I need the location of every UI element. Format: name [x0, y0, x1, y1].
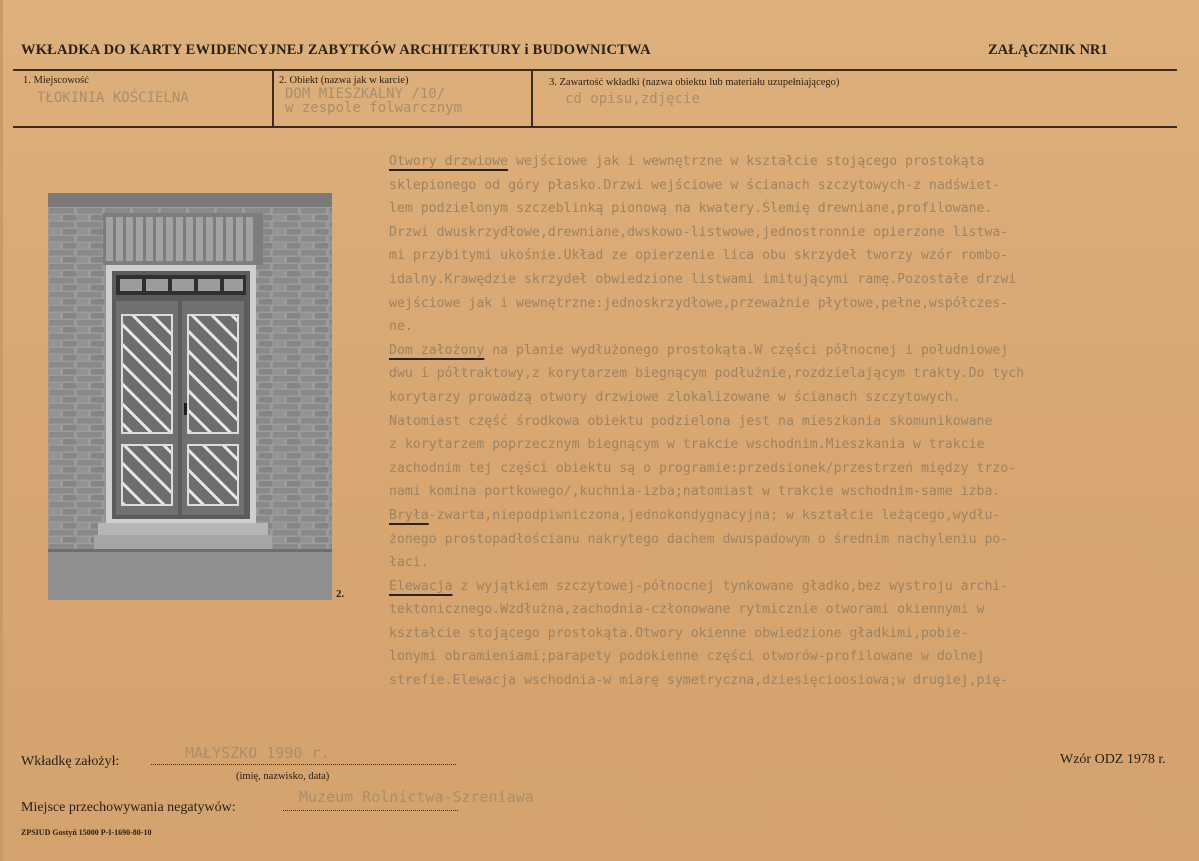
line-text: kształcie stojącego prostokąta.Otwory okienne obwiedzione gładkimi,pobie-	[389, 625, 969, 641]
line-text: sklepionego od góry płasko.Drzwi wejściowe w ścianach szczytowych-z nadświet-	[389, 177, 1001, 193]
header-rule	[13, 69, 1177, 71]
line-text: wejściowe jak i wewnętrzne:jednoskrzydłowe,przeważnie płytowe,pełne,współczes-	[389, 295, 1009, 311]
field-divider-2	[531, 71, 533, 127]
description-text	[389, 150, 1189, 693]
founder-label: Wkładkę założył:	[21, 754, 120, 769]
field-contents-label: 3. Zawartość wkładki (nazwa obiektu lub materiału uzupełniającego)	[549, 77, 840, 88]
line-text: ne.	[389, 319, 413, 335]
printer-imprint: ZPSIUD Gostyń 15000 P-I-1690-80-10	[21, 828, 152, 837]
field-divider-1	[272, 71, 274, 127]
section-heading: Dom założony	[389, 342, 485, 358]
field-object-label: 2. Obiekt (nazwa jak w karcie)	[279, 75, 409, 86]
description-line	[389, 174, 1189, 198]
line-text: lonymi obramieniami;parapety podokienne części otworów-profilowane w dolnej	[389, 649, 985, 665]
founder-value: MAŁYSZKO 1990 r.	[185, 744, 330, 762]
description-line	[389, 504, 1189, 528]
door-photograph	[48, 193, 332, 600]
field-contents-value: cd opisu,zdjęcie	[565, 91, 700, 107]
description-line	[389, 457, 1189, 481]
card-title: WKŁADKA DO KARTY EWIDENCYJNEJ ZABYTKÓW ARCHITEKTURY i BUDOWNICTWA	[21, 42, 651, 58]
line-text: łaci.	[389, 555, 429, 571]
description-line	[389, 433, 1189, 457]
founder-hint: (imię, nazwisko, data)	[236, 771, 330, 782]
line-text: tektonicznego.Wzdłużna,zachodnia-członowane rytmicznie otworami okiennymi w	[389, 602, 985, 618]
description-line	[389, 622, 1189, 646]
field-object-value-2: w zespole folwarcznym	[285, 100, 463, 116]
line-text: na planie wydłużonego prostokąta.W części północnej i południowej	[484, 342, 1009, 358]
line-text: idalny.Krawędzie skrzydeł obwiedzione listwami imitującymi ramę.Pozostałe drzwi	[389, 271, 1017, 287]
line-text: wejściowe jak i wewnętrzne w kształcie stojącego prostokąta	[508, 154, 985, 169]
line-text: z korytarzem poprzecznym biegnącym w trakcie wschodnim.Mieszkania w trakcie	[389, 437, 985, 453]
description-line	[389, 480, 1189, 504]
line-text: strefie.Elewacja wschodnia-w miarę symetryczna,dziesięcioosiowa;w drugiej,pię-	[389, 673, 1009, 689]
description-line	[389, 645, 1189, 669]
form-version: Wzór ODZ 1978 r.	[1060, 752, 1166, 767]
founder-dotted-line	[151, 764, 456, 765]
line-text: zachodnim tej części obiektu są o programie:przedsionek/przestrzeń między trzo-	[389, 460, 1017, 476]
description-line	[389, 197, 1189, 221]
line-text: z wyjątkiem szczytowej-północnej tynkowane gładko,bez wystroju archi-	[452, 578, 1009, 594]
description-line	[389, 362, 1189, 386]
line-text: -zwarta,niepodpiwniczona,jednokondygnacyjna; w kształcie leżącego,wydłu-	[428, 507, 1001, 523]
line-text: lem podzielonym szczeblinką pionową na kwatery.Ślemię drewniane,profilowane.	[389, 201, 993, 217]
section-heading: Otwory drzwiowe	[389, 154, 509, 169]
description-line	[389, 598, 1189, 622]
description-line	[389, 551, 1189, 575]
storage-dotted-line	[283, 810, 458, 811]
description-line	[389, 669, 1189, 693]
description-line	[389, 386, 1189, 410]
line-text: Drzwi dwuskrzydłowe,drewniane,dwskowo-listwowe,jednostronnie opierzone listwa-	[389, 224, 1009, 240]
description-line	[389, 268, 1189, 292]
description-line	[389, 244, 1189, 268]
description-line	[389, 292, 1189, 316]
section-heading: Bryła	[389, 507, 429, 523]
section-heading: Elewacja	[389, 578, 453, 594]
line-text: żonego prostopadłościanu nakrytego dachem dwuspadowym o średnim nachyleniu po-	[389, 531, 1009, 547]
line-text: nami komina portkowego/,kuchnia-izba;natomiast w trakcie wschodnim-same izba.	[389, 484, 1001, 500]
description-line	[389, 528, 1189, 552]
description-line	[389, 575, 1189, 599]
field-locality-label: 1. Miejscowość	[23, 75, 89, 86]
fields-rule	[13, 126, 1177, 128]
field-locality-value: TŁOKINIA KOŚCIELNA	[37, 90, 189, 106]
line-text: dwu i półtraktowy,z korytarzem biegnącym podłużnie,rozdzielającym trakty.Do tych	[389, 366, 1025, 382]
description-line	[389, 410, 1189, 434]
field-object-value-1: DOM MIESZKALNY /10/	[285, 86, 446, 102]
photo-number: 2.	[336, 588, 345, 600]
door-photo-image	[48, 193, 332, 600]
description-line	[389, 339, 1189, 363]
storage-value: Muzeum Rolnictwa-Szreniawa	[299, 788, 534, 806]
description-line	[389, 315, 1189, 339]
line-text: korytarzy prowadzą otwory drzwiowe zlokalizowane w ścianach szczytowych.	[389, 389, 961, 405]
description-line	[389, 221, 1189, 245]
annex-number: ZAŁĄCZNIK NR1	[988, 42, 1108, 58]
line-text: mi przybitymi ukośnie.Układ ze opierzenie lica obu skrzydeł tworzy wzór rombo-	[389, 248, 1009, 264]
description-line	[389, 150, 1189, 174]
line-text: Natomiast część środkowa obiektu podzielona jest na mieszkania skomunikowane	[389, 413, 993, 429]
storage-label: Miejsce przechowywania negatywów:	[21, 800, 236, 815]
